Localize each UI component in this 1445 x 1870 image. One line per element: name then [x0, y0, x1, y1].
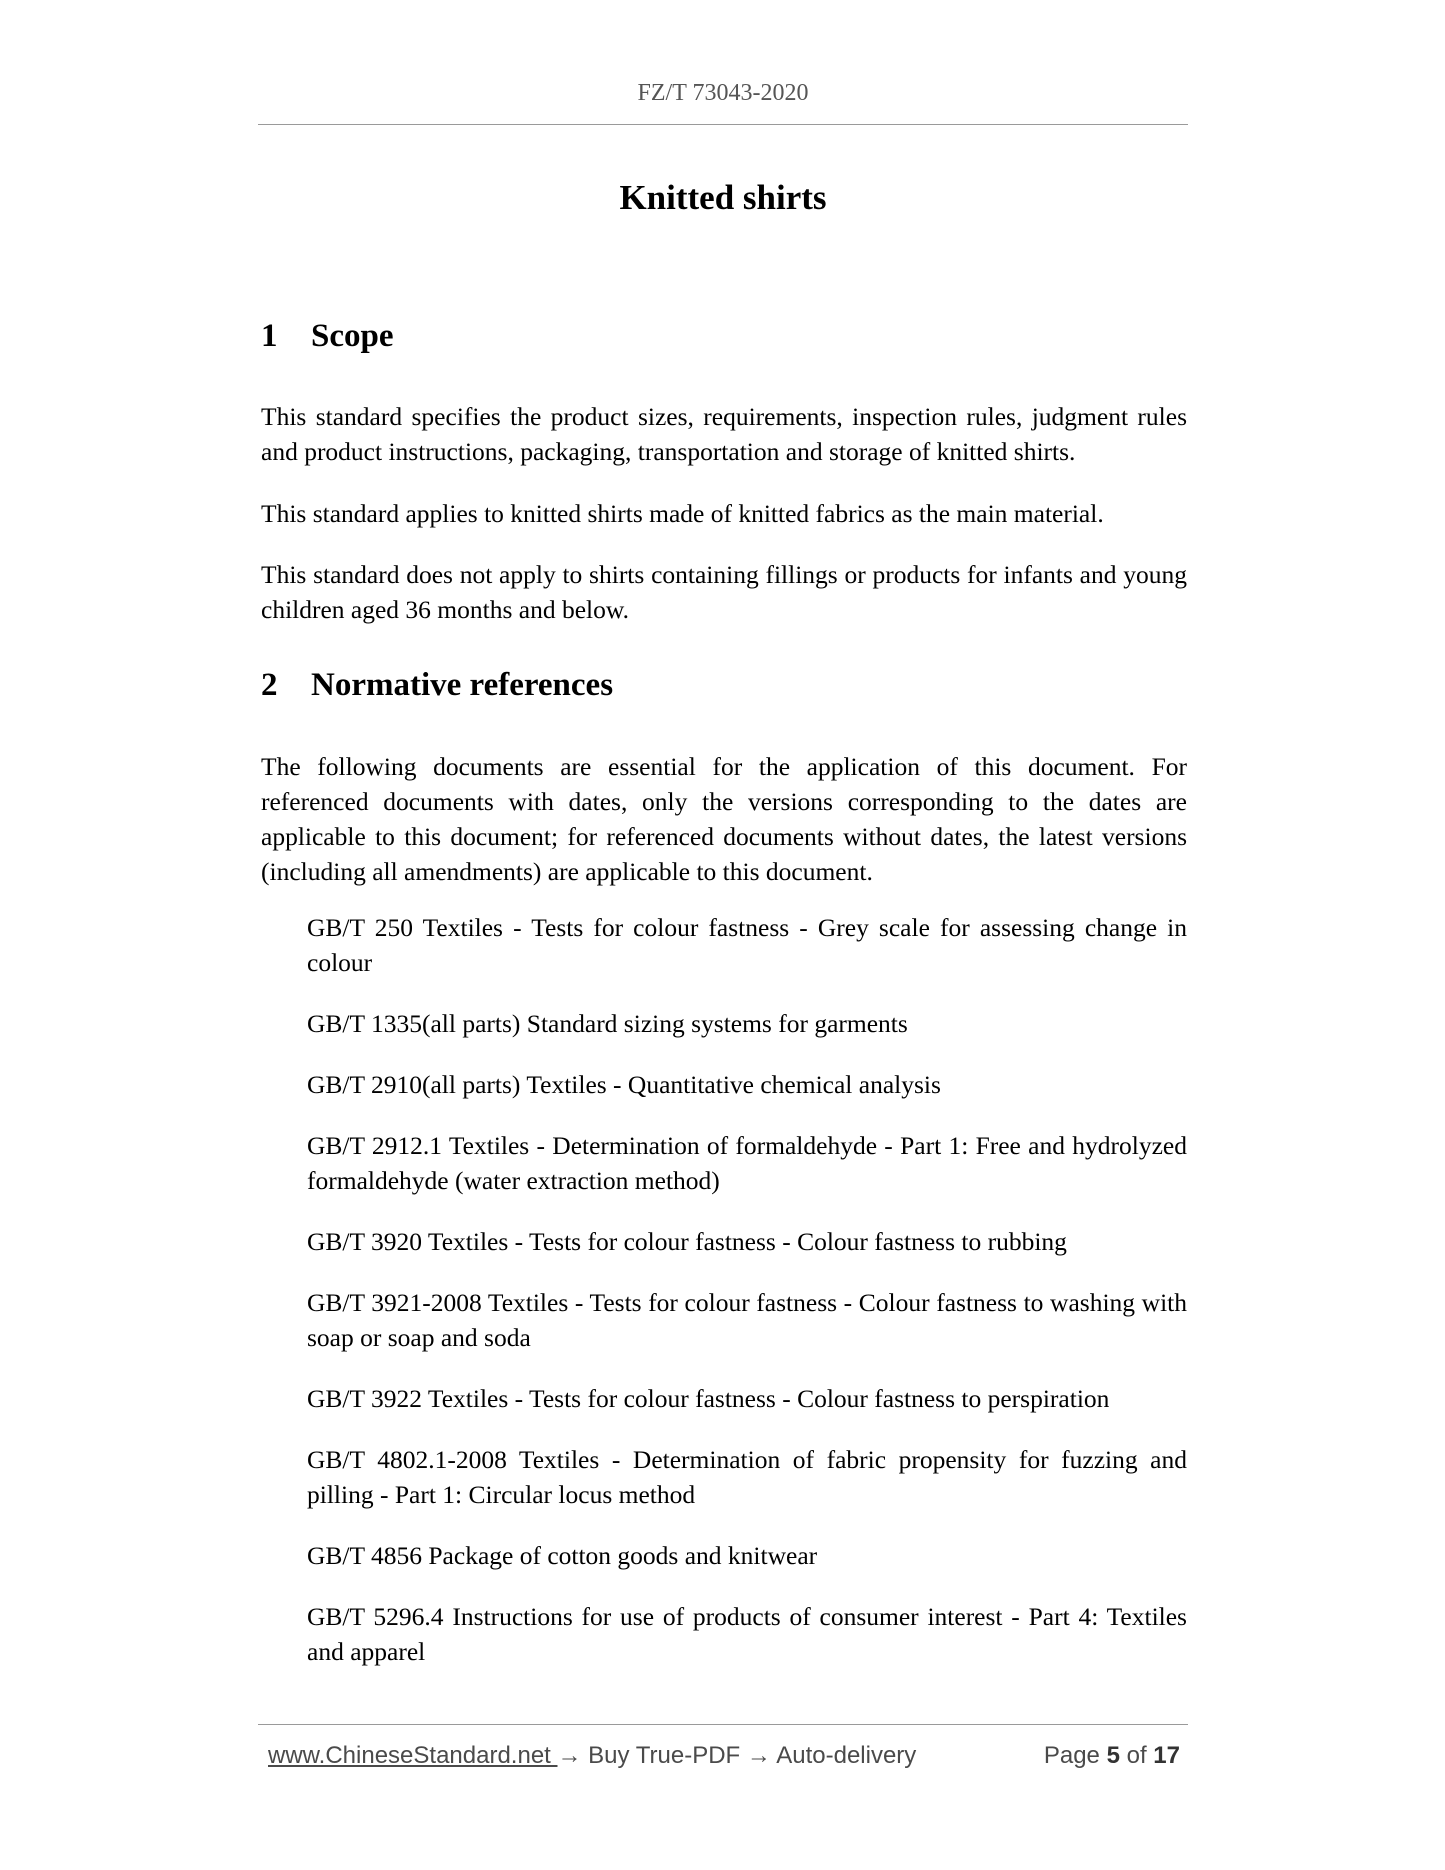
- page-current: 5: [1106, 1742, 1120, 1769]
- reference-item: GB/T 3922 Textiles - Tests for colour fastness - Colour fastness to perspiration: [307, 1384, 1110, 1413]
- reference-item: GB/T 1335(all parts) Standard sizing systems for garments: [307, 1009, 908, 1038]
- reference-item: GB/T 2912.1 Textiles - Determination of formaldehyde - Part 1: Free and hydrolyzed formaldehyde (water extraction method): [307, 1131, 1187, 1195]
- section-1-number: 1: [261, 318, 278, 354]
- reference-item: GB/T 2910(all parts) Textiles - Quantitative chemical analysis: [307, 1070, 941, 1099]
- references-intro-paragraph: The following documents are essential for the application of this document. For referenced documents with dates, only the versions corresponding to the dates are applicable to this document; for referenced documents without dates, the latest versions (including all amendments) are applicable to this document.: [261, 752, 1187, 886]
- scope-paragraph-3: This standard does not apply to shirts containing fillings or products for infants and young children aged 36 months and below.: [261, 560, 1187, 624]
- normative-reference-list: [307, 910, 1187, 1695]
- section-1-title: Scope: [311, 318, 394, 354]
- section-2-heading: [261, 667, 613, 704]
- scope-paragraph-1: This standard specifies the product sizes, requirements, inspection rules, judgment rules and product instructions, packaging, transportation and storage of knitted shirts.: [261, 402, 1187, 466]
- page-footer: [268, 1742, 1180, 1778]
- section-2-title: Normative references: [311, 667, 614, 703]
- reference-item: GB/T 250 Textiles - Tests for colour fastness - Grey scale for assessing change in colour: [307, 913, 1187, 977]
- page-total: 17: [1153, 1742, 1180, 1769]
- reference-item: GB/T 3920 Textiles - Tests for colour fastness - Colour fastness to rubbing: [307, 1227, 1067, 1256]
- arrow-right-icon: →: [557, 1742, 582, 1769]
- scope-paragraph-2: This standard applies to knitted shirts made of knitted fabrics as the main material.: [261, 499, 1104, 528]
- reference-item: GB/T 3921-2008 Textiles - Tests for colour fastness - Colour fastness to washing with soap or soap and soda: [307, 1288, 1187, 1352]
- section-2-number: 2: [261, 667, 278, 703]
- section-1-heading: [261, 318, 394, 355]
- header-divider: [258, 124, 1188, 125]
- arrow-right-icon: →: [746, 1742, 771, 1769]
- page-label: Page: [1043, 1742, 1100, 1769]
- site-link[interactable]: www.ChineseStandard.net: [268, 1742, 558, 1769]
- reference-item: GB/T 4856 Package of cotton goods and knitwear: [307, 1541, 818, 1570]
- standard-code-header: FZ/T 73043-2020: [637, 80, 809, 106]
- buy-true-pdf-text: Buy True-PDF: [588, 1742, 741, 1769]
- document-title: Knitted shirts: [619, 178, 827, 217]
- reference-item: GB/T 5296.4 Instructions for use of products of consumer interest - Part 4: Textiles and apparel: [307, 1602, 1187, 1666]
- reference-item: GB/T 4802.1-2008 Textiles - Determination of fabric propensity for fuzzing and pilling - Part 1: Circular locus method: [307, 1445, 1187, 1509]
- auto-delivery-text: Auto-delivery: [776, 1742, 917, 1769]
- footer-divider: [258, 1724, 1188, 1725]
- page-of: of: [1126, 1742, 1147, 1769]
- footer-links: [268, 1742, 916, 1770]
- page-indicator: [1044, 1742, 1180, 1770]
